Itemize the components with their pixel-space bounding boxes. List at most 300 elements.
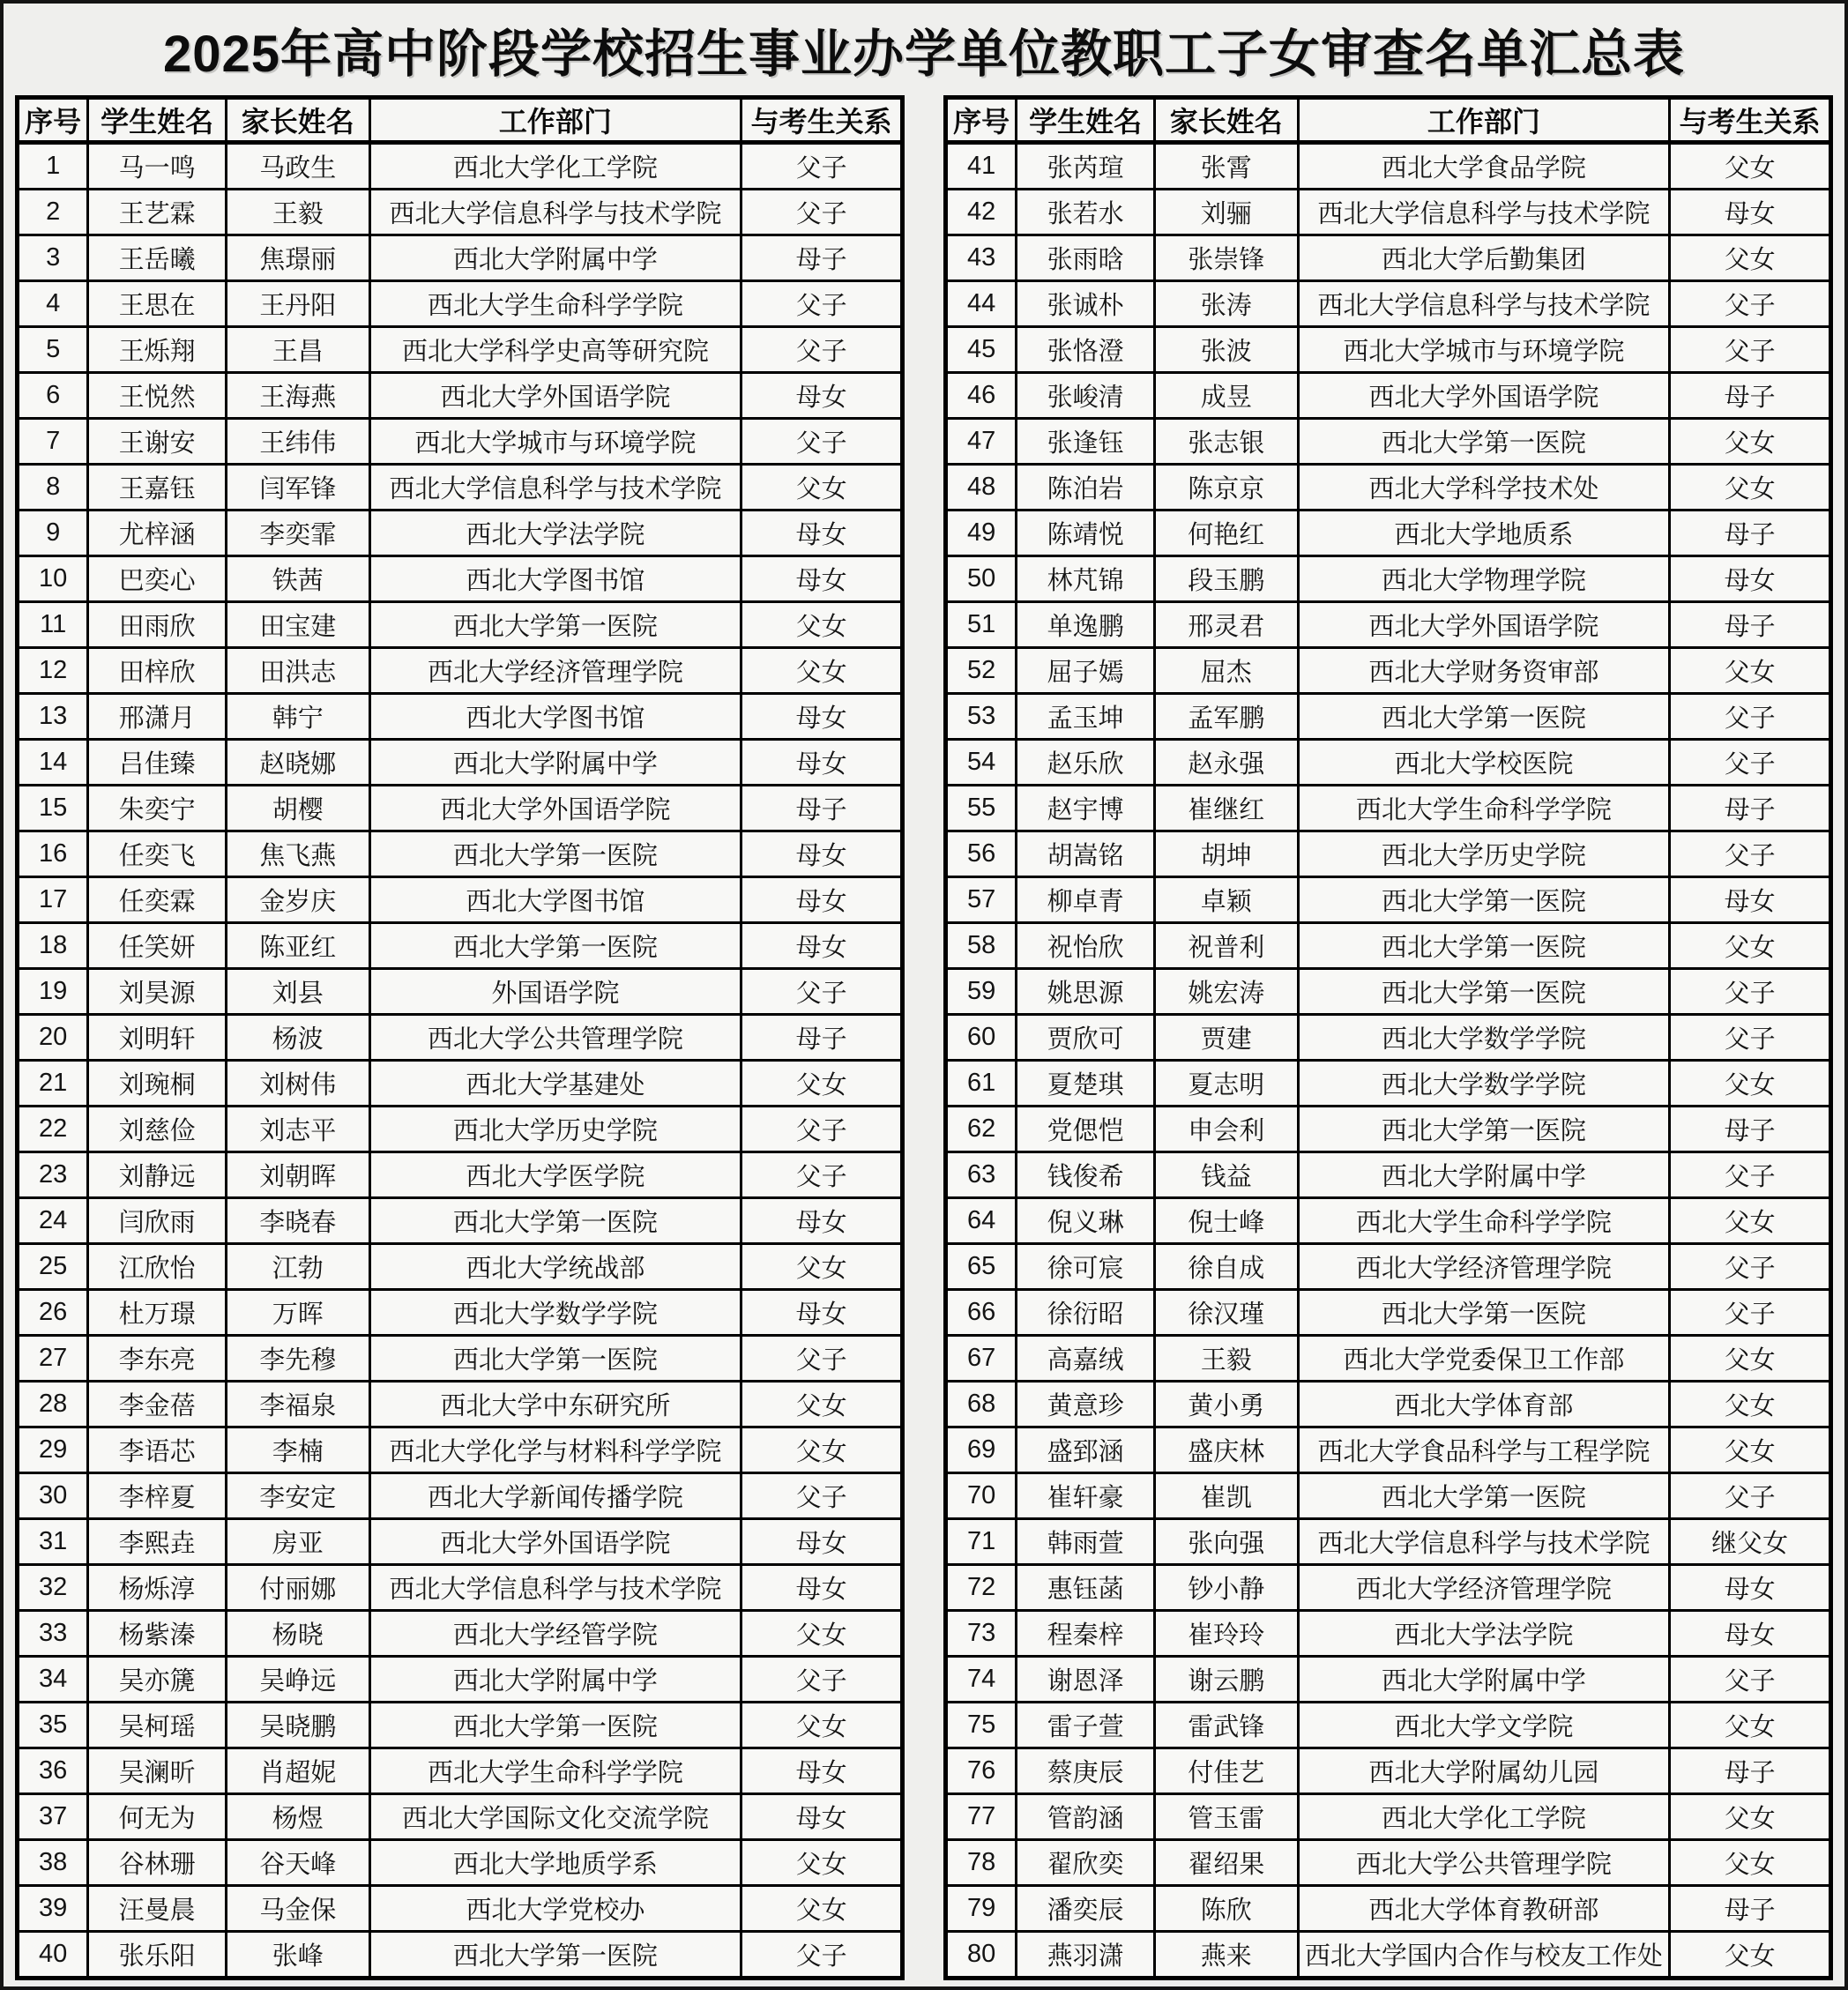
cell-relation: 母女 xyxy=(741,923,903,969)
cell-student-name: 林芃锦 xyxy=(1017,556,1155,602)
cell-relation: 母女 xyxy=(1670,877,1831,923)
cell-parent-name: 崔凯 xyxy=(1154,1473,1298,1519)
cell-index: 44 xyxy=(946,281,1017,327)
cell-department: 西北大学生命科学学院 xyxy=(369,1748,741,1794)
cell-parent-name: 赵永强 xyxy=(1154,740,1298,786)
cell-student-name: 任奕飞 xyxy=(88,831,227,877)
cell-student-name: 马一鸣 xyxy=(88,143,227,190)
cell-relation: 父子 xyxy=(741,190,903,235)
table-row xyxy=(18,1427,903,1473)
cell-department: 西北大学第一医院 xyxy=(1298,1290,1670,1336)
cell-department: 西北大学信息科学与技术学院 xyxy=(369,465,741,511)
cell-student-name: 赵宇博 xyxy=(1017,786,1155,831)
cell-relation: 母女 xyxy=(741,1198,903,1244)
cell-student-name: 张峻清 xyxy=(1017,373,1155,419)
cell-index: 59 xyxy=(946,969,1017,1015)
table-row xyxy=(946,969,1831,1015)
table-row xyxy=(18,1565,903,1611)
cell-relation: 母子 xyxy=(1670,602,1831,648)
cell-parent-name: 李先穆 xyxy=(226,1336,369,1382)
cell-department: 西北大学党校办 xyxy=(369,1886,741,1932)
table-row xyxy=(18,1703,903,1748)
table-row xyxy=(18,1932,903,1979)
column-header: 工作部门 xyxy=(369,98,741,143)
cell-student-name: 张诚朴 xyxy=(1017,281,1155,327)
cell-relation: 母女 xyxy=(741,831,903,877)
cell-index: 6 xyxy=(18,373,88,419)
cell-student-name: 祝怡欣 xyxy=(1017,923,1155,969)
cell-relation: 父子 xyxy=(741,969,903,1015)
cell-index: 78 xyxy=(946,1840,1017,1886)
cell-student-name: 王悦然 xyxy=(88,373,227,419)
tables-container xyxy=(4,95,1844,1980)
table-row xyxy=(18,143,903,190)
cell-student-name: 闫欣雨 xyxy=(88,1198,227,1244)
cell-student-name: 徐可宸 xyxy=(1017,1244,1155,1290)
cell-relation: 母女 xyxy=(741,1748,903,1794)
cell-department: 西北大学信息科学与技术学院 xyxy=(1298,1519,1670,1565)
table-row xyxy=(18,235,903,281)
cell-relation: 母女 xyxy=(1670,1611,1831,1657)
cell-relation: 父子 xyxy=(741,1152,903,1198)
cell-parent-name: 张波 xyxy=(1154,327,1298,373)
cell-index: 17 xyxy=(18,877,88,923)
cell-index: 41 xyxy=(946,143,1017,190)
cell-department: 西北大学国内合作与校友工作处 xyxy=(1298,1932,1670,1979)
cell-student-name: 吴亦篪 xyxy=(88,1657,227,1703)
cell-parent-name: 祝普利 xyxy=(1154,923,1298,969)
table-row xyxy=(946,1427,1831,1473)
cell-department: 西北大学附属中学 xyxy=(369,1657,741,1703)
cell-index: 30 xyxy=(18,1473,88,1519)
cell-department: 西北大学信息科学与技术学院 xyxy=(369,1565,741,1611)
column-header: 与考生关系 xyxy=(1670,98,1831,143)
cell-student-name: 李语芯 xyxy=(88,1427,227,1473)
cell-parent-name: 陈欣 xyxy=(1154,1886,1298,1932)
cell-student-name: 王谢安 xyxy=(88,419,227,465)
cell-department: 西北大学经济管理学院 xyxy=(1298,1244,1670,1290)
cell-index: 42 xyxy=(946,190,1017,235)
cell-parent-name: 吴晓鹏 xyxy=(226,1703,369,1748)
cell-relation: 母子 xyxy=(1670,1107,1831,1152)
cell-index: 66 xyxy=(946,1290,1017,1336)
cell-department: 西北大学外国语学院 xyxy=(1298,373,1670,419)
table-row xyxy=(18,1748,903,1794)
cell-relation: 父女 xyxy=(1670,1198,1831,1244)
cell-relation: 父女 xyxy=(1670,1061,1831,1107)
cell-student-name: 柳卓青 xyxy=(1017,877,1155,923)
cell-index: 80 xyxy=(946,1932,1017,1979)
cell-parent-name: 黄小勇 xyxy=(1154,1382,1298,1427)
cell-parent-name: 张崇锋 xyxy=(1154,235,1298,281)
cell-relation: 母子 xyxy=(741,786,903,831)
table-row xyxy=(18,1336,903,1382)
cell-student-name: 朱奕宁 xyxy=(88,786,227,831)
cell-student-name: 邢潇月 xyxy=(88,694,227,740)
cell-relation: 父女 xyxy=(1670,1840,1831,1886)
cell-parent-name: 刘骊 xyxy=(1154,190,1298,235)
table-row xyxy=(946,1198,1831,1244)
cell-parent-name: 夏志明 xyxy=(1154,1061,1298,1107)
cell-department: 西北大学物理学院 xyxy=(1298,556,1670,602)
cell-relation: 父女 xyxy=(1670,465,1831,511)
cell-department: 西北大学公共管理学院 xyxy=(369,1015,741,1061)
cell-student-name: 管韵涵 xyxy=(1017,1794,1155,1840)
cell-department: 西北大学科学史高等研究院 xyxy=(369,327,741,373)
table-row xyxy=(946,373,1831,419)
table-row xyxy=(18,511,903,556)
table-row xyxy=(18,1519,903,1565)
cell-index: 18 xyxy=(18,923,88,969)
table-row xyxy=(18,1886,903,1932)
cell-student-name: 徐衍昭 xyxy=(1017,1290,1155,1336)
cell-index: 68 xyxy=(946,1382,1017,1427)
cell-index: 35 xyxy=(18,1703,88,1748)
cell-index: 70 xyxy=(946,1473,1017,1519)
cell-index: 51 xyxy=(946,602,1017,648)
table-row xyxy=(946,694,1831,740)
cell-parent-name: 翟绍果 xyxy=(1154,1840,1298,1886)
table-row xyxy=(18,373,903,419)
cell-index: 63 xyxy=(946,1152,1017,1198)
table-row xyxy=(18,1794,903,1840)
cell-index: 4 xyxy=(18,281,88,327)
cell-student-name: 尤梓涵 xyxy=(88,511,227,556)
cell-student-name: 汪曼晨 xyxy=(88,1886,227,1932)
cell-relation: 父女 xyxy=(741,1382,903,1427)
table-row xyxy=(946,1473,1831,1519)
cell-parent-name: 刘朝晖 xyxy=(226,1152,369,1198)
cell-department: 西北大学第一医院 xyxy=(369,1932,741,1979)
cell-department: 西北大学体育教研部 xyxy=(1298,1886,1670,1932)
cell-department: 西北大学第一医院 xyxy=(369,1336,741,1382)
table-row xyxy=(18,1290,903,1336)
cell-index: 79 xyxy=(946,1886,1017,1932)
cell-relation: 母女 xyxy=(741,511,903,556)
cell-student-name: 盛郅涵 xyxy=(1017,1427,1155,1473)
cell-index: 62 xyxy=(946,1107,1017,1152)
cell-index: 3 xyxy=(18,235,88,281)
cell-index: 74 xyxy=(946,1657,1017,1703)
table-body xyxy=(946,143,1831,1979)
cell-index: 21 xyxy=(18,1061,88,1107)
cell-department: 西北大学信息科学与技术学院 xyxy=(1298,190,1670,235)
cell-index: 20 xyxy=(18,1015,88,1061)
cell-student-name: 贾欣可 xyxy=(1017,1015,1155,1061)
cell-parent-name: 张向强 xyxy=(1154,1519,1298,1565)
cell-relation: 父女 xyxy=(1670,1427,1831,1473)
table-row xyxy=(946,1657,1831,1703)
cell-student-name: 李金蓓 xyxy=(88,1382,227,1427)
cell-index: 2 xyxy=(18,190,88,235)
cell-student-name: 党偲恺 xyxy=(1017,1107,1155,1152)
cell-index: 75 xyxy=(946,1703,1017,1748)
cell-parent-name: 崔玲玲 xyxy=(1154,1611,1298,1657)
table-row xyxy=(946,143,1831,190)
table-row xyxy=(18,1382,903,1427)
table-row xyxy=(946,786,1831,831)
table-row xyxy=(946,556,1831,602)
cell-student-name: 王艺霖 xyxy=(88,190,227,235)
cell-department: 西北大学附属中学 xyxy=(1298,1152,1670,1198)
cell-department: 西北大学法学院 xyxy=(1298,1611,1670,1657)
cell-department: 西北大学食品学院 xyxy=(1298,143,1670,190)
cell-parent-name: 杨波 xyxy=(226,1015,369,1061)
roster-table-left xyxy=(15,95,905,1980)
table-row xyxy=(946,1290,1831,1336)
cell-student-name: 江欣怡 xyxy=(88,1244,227,1290)
cell-department: 西北大学公共管理学院 xyxy=(1298,1840,1670,1886)
cell-relation: 父女 xyxy=(741,1886,903,1932)
cell-parent-name: 成昱 xyxy=(1154,373,1298,419)
cell-parent-name: 徐汉瑾 xyxy=(1154,1290,1298,1336)
cell-student-name: 单逸鹏 xyxy=(1017,602,1155,648)
table-row xyxy=(18,419,903,465)
cell-department: 西北大学历史学院 xyxy=(369,1107,741,1152)
cell-index: 73 xyxy=(946,1611,1017,1657)
cell-index: 58 xyxy=(946,923,1017,969)
cell-index: 36 xyxy=(18,1748,88,1794)
header-row xyxy=(946,98,1831,143)
cell-relation: 父子 xyxy=(1670,1290,1831,1336)
cell-student-name: 杨烁淳 xyxy=(88,1565,227,1611)
table-row xyxy=(946,327,1831,373)
cell-department: 西北大学食品科学与工程学院 xyxy=(1298,1427,1670,1473)
cell-index: 45 xyxy=(946,327,1017,373)
cell-parent-name: 钞小静 xyxy=(1154,1565,1298,1611)
cell-parent-name: 张志银 xyxy=(1154,419,1298,465)
cell-relation: 父女 xyxy=(1670,1794,1831,1840)
table-row xyxy=(946,235,1831,281)
cell-parent-name: 邢灵君 xyxy=(1154,602,1298,648)
cell-parent-name: 贾建 xyxy=(1154,1015,1298,1061)
cell-parent-name: 张峰 xyxy=(226,1932,369,1979)
cell-student-name: 王思在 xyxy=(88,281,227,327)
cell-department: 西北大学文学院 xyxy=(1298,1703,1670,1748)
cell-index: 38 xyxy=(18,1840,88,1886)
table-row xyxy=(946,648,1831,694)
cell-student-name: 田梓欣 xyxy=(88,648,227,694)
cell-index: 69 xyxy=(946,1427,1017,1473)
cell-index: 29 xyxy=(18,1427,88,1473)
cell-index: 19 xyxy=(18,969,88,1015)
column-header: 家长姓名 xyxy=(1154,98,1298,143)
table-row xyxy=(946,1840,1831,1886)
table-row xyxy=(946,1703,1831,1748)
cell-relation: 父子 xyxy=(741,1473,903,1519)
cell-student-name: 张雨晗 xyxy=(1017,235,1155,281)
cell-department: 外国语学院 xyxy=(369,969,741,1015)
cell-parent-name: 金岁庆 xyxy=(226,877,369,923)
cell-student-name: 谷林珊 xyxy=(88,1840,227,1886)
cell-parent-name: 盛庆林 xyxy=(1154,1427,1298,1473)
cell-index: 77 xyxy=(946,1794,1017,1840)
cell-index: 46 xyxy=(946,373,1017,419)
cell-index: 24 xyxy=(18,1198,88,1244)
cell-department: 西北大学法学院 xyxy=(369,511,741,556)
cell-student-name: 刘琬桐 xyxy=(88,1061,227,1107)
column-header: 工作部门 xyxy=(1298,98,1670,143)
cell-relation: 父子 xyxy=(741,143,903,190)
cell-index: 56 xyxy=(946,831,1017,877)
cell-department: 西北大学外国语学院 xyxy=(369,1519,741,1565)
cell-relation: 父子 xyxy=(1670,281,1831,327)
cell-parent-name: 王纬伟 xyxy=(226,419,369,465)
cell-parent-name: 申会利 xyxy=(1154,1107,1298,1152)
cell-index: 60 xyxy=(946,1015,1017,1061)
cell-department: 西北大学第一医院 xyxy=(369,923,741,969)
cell-department: 西北大学统战部 xyxy=(369,1244,741,1290)
table-row xyxy=(946,1382,1831,1427)
cell-relation: 父女 xyxy=(741,1703,903,1748)
cell-student-name: 潘奕辰 xyxy=(1017,1886,1155,1932)
cell-student-name: 任笑妍 xyxy=(88,923,227,969)
table-row xyxy=(18,1840,903,1886)
cell-relation: 父子 xyxy=(741,327,903,373)
cell-student-name: 蔡庚辰 xyxy=(1017,1748,1155,1794)
cell-student-name: 张逢钰 xyxy=(1017,419,1155,465)
cell-parent-name: 姚宏涛 xyxy=(1154,969,1298,1015)
cell-student-name: 王岳曦 xyxy=(88,235,227,281)
cell-parent-name: 刘志平 xyxy=(226,1107,369,1152)
table-row xyxy=(18,1198,903,1244)
cell-department: 西北大学后勤集团 xyxy=(1298,235,1670,281)
table-row xyxy=(18,1473,903,1519)
cell-relation: 父女 xyxy=(1670,1382,1831,1427)
cell-department: 西北大学附属中学 xyxy=(1298,1657,1670,1703)
cell-department: 西北大学国际文化交流学院 xyxy=(369,1794,741,1840)
cell-parent-name: 卓颖 xyxy=(1154,877,1298,923)
cell-department: 西北大学经管学院 xyxy=(369,1611,741,1657)
cell-parent-name: 田宝建 xyxy=(226,602,369,648)
cell-relation: 父子 xyxy=(741,281,903,327)
cell-parent-name: 胡樱 xyxy=(226,786,369,831)
cell-student-name: 杜万璟 xyxy=(88,1290,227,1336)
cell-student-name: 王嘉钰 xyxy=(88,465,227,511)
cell-student-name: 刘慈俭 xyxy=(88,1107,227,1152)
table-row xyxy=(18,281,903,327)
cell-relation: 父子 xyxy=(1670,327,1831,373)
cell-department: 西北大学化工学院 xyxy=(369,143,741,190)
cell-relation: 母子 xyxy=(741,235,903,281)
cell-index: 8 xyxy=(18,465,88,511)
cell-department: 西北大学数学学院 xyxy=(369,1290,741,1336)
cell-relation: 父子 xyxy=(1670,1152,1831,1198)
cell-department: 西北大学经济管理学院 xyxy=(1298,1565,1670,1611)
cell-relation: 父子 xyxy=(1670,1657,1831,1703)
cell-relation: 父子 xyxy=(1670,969,1831,1015)
cell-relation: 父子 xyxy=(741,1107,903,1152)
cell-relation: 母子 xyxy=(1670,511,1831,556)
cell-department: 西北大学外国语学院 xyxy=(369,373,741,419)
cell-relation: 母子 xyxy=(1670,1748,1831,1794)
cell-department: 西北大学新闻传播学院 xyxy=(369,1473,741,1519)
cell-relation: 父女 xyxy=(1670,1932,1831,1979)
cell-index: 53 xyxy=(946,694,1017,740)
cell-parent-name: 王海燕 xyxy=(226,373,369,419)
cell-student-name: 钱俊希 xyxy=(1017,1152,1155,1198)
cell-student-name: 高嘉绒 xyxy=(1017,1336,1155,1382)
cell-relation: 父女 xyxy=(741,1244,903,1290)
cell-parent-name: 何艳红 xyxy=(1154,511,1298,556)
cell-index: 13 xyxy=(18,694,88,740)
cell-department: 西北大学地质学系 xyxy=(369,1840,741,1886)
table-row xyxy=(18,648,903,694)
cell-student-name: 陈泊岩 xyxy=(1017,465,1155,511)
cell-student-name: 崔轩豪 xyxy=(1017,1473,1155,1519)
cell-index: 26 xyxy=(18,1290,88,1336)
cell-relation: 母女 xyxy=(741,877,903,923)
cell-department: 西北大学生命科学学院 xyxy=(369,281,741,327)
cell-index: 22 xyxy=(18,1107,88,1152)
cell-department: 西北大学科学技术处 xyxy=(1298,465,1670,511)
cell-relation: 母子 xyxy=(741,1015,903,1061)
table-row xyxy=(946,419,1831,465)
cell-department: 西北大学化工学院 xyxy=(1298,1794,1670,1840)
header-row xyxy=(18,98,903,143)
table-row xyxy=(946,465,1831,511)
cell-student-name: 韩雨萱 xyxy=(1017,1519,1155,1565)
cell-index: 52 xyxy=(946,648,1017,694)
cell-department: 西北大学第一医院 xyxy=(369,1703,741,1748)
cell-parent-name: 王昌 xyxy=(226,327,369,373)
cell-department: 西北大学生命科学学院 xyxy=(1298,1198,1670,1244)
roster-table-right xyxy=(943,95,1833,1980)
cell-index: 12 xyxy=(18,648,88,694)
table-row xyxy=(18,1657,903,1703)
cell-index: 31 xyxy=(18,1519,88,1565)
cell-student-name: 任奕霖 xyxy=(88,877,227,923)
cell-department: 西北大学地质系 xyxy=(1298,511,1670,556)
cell-parent-name: 肖超妮 xyxy=(226,1748,369,1794)
table-row xyxy=(946,602,1831,648)
cell-index: 9 xyxy=(18,511,88,556)
cell-parent-name: 马金保 xyxy=(226,1886,369,1932)
cell-parent-name: 张涛 xyxy=(1154,281,1298,327)
table-row xyxy=(18,1152,903,1198)
cell-student-name: 杨紫溱 xyxy=(88,1611,227,1657)
cell-relation: 母子 xyxy=(1670,1886,1831,1932)
cell-department: 西北大学附属中学 xyxy=(369,235,741,281)
cell-index: 10 xyxy=(18,556,88,602)
column-header: 与考生关系 xyxy=(741,98,903,143)
cell-parent-name: 李福泉 xyxy=(226,1382,369,1427)
cell-index: 40 xyxy=(18,1932,88,1979)
column-header: 家长姓名 xyxy=(226,98,369,143)
cell-relation: 父子 xyxy=(741,1336,903,1382)
cell-relation: 父女 xyxy=(1670,923,1831,969)
cell-index: 34 xyxy=(18,1657,88,1703)
cell-department: 西北大学图书馆 xyxy=(369,694,741,740)
column-header: 学生姓名 xyxy=(88,98,227,143)
cell-department: 西北大学第一医院 xyxy=(1298,1473,1670,1519)
table-row xyxy=(18,1611,903,1657)
cell-relation: 父女 xyxy=(741,1611,903,1657)
cell-parent-name: 田洪志 xyxy=(226,648,369,694)
table-row xyxy=(946,1152,1831,1198)
cell-department: 西北大学附属幼儿园 xyxy=(1298,1748,1670,1794)
table-row xyxy=(18,602,903,648)
table-row xyxy=(18,694,903,740)
cell-parent-name: 杨晓 xyxy=(226,1611,369,1657)
cell-parent-name: 闫军锋 xyxy=(226,465,369,511)
cell-parent-name: 陈京京 xyxy=(1154,465,1298,511)
cell-index: 28 xyxy=(18,1382,88,1427)
cell-student-name: 夏楚琪 xyxy=(1017,1061,1155,1107)
table-row xyxy=(18,556,903,602)
cell-student-name: 王烁翔 xyxy=(88,327,227,373)
cell-student-name: 燕羽潇 xyxy=(1017,1932,1155,1979)
